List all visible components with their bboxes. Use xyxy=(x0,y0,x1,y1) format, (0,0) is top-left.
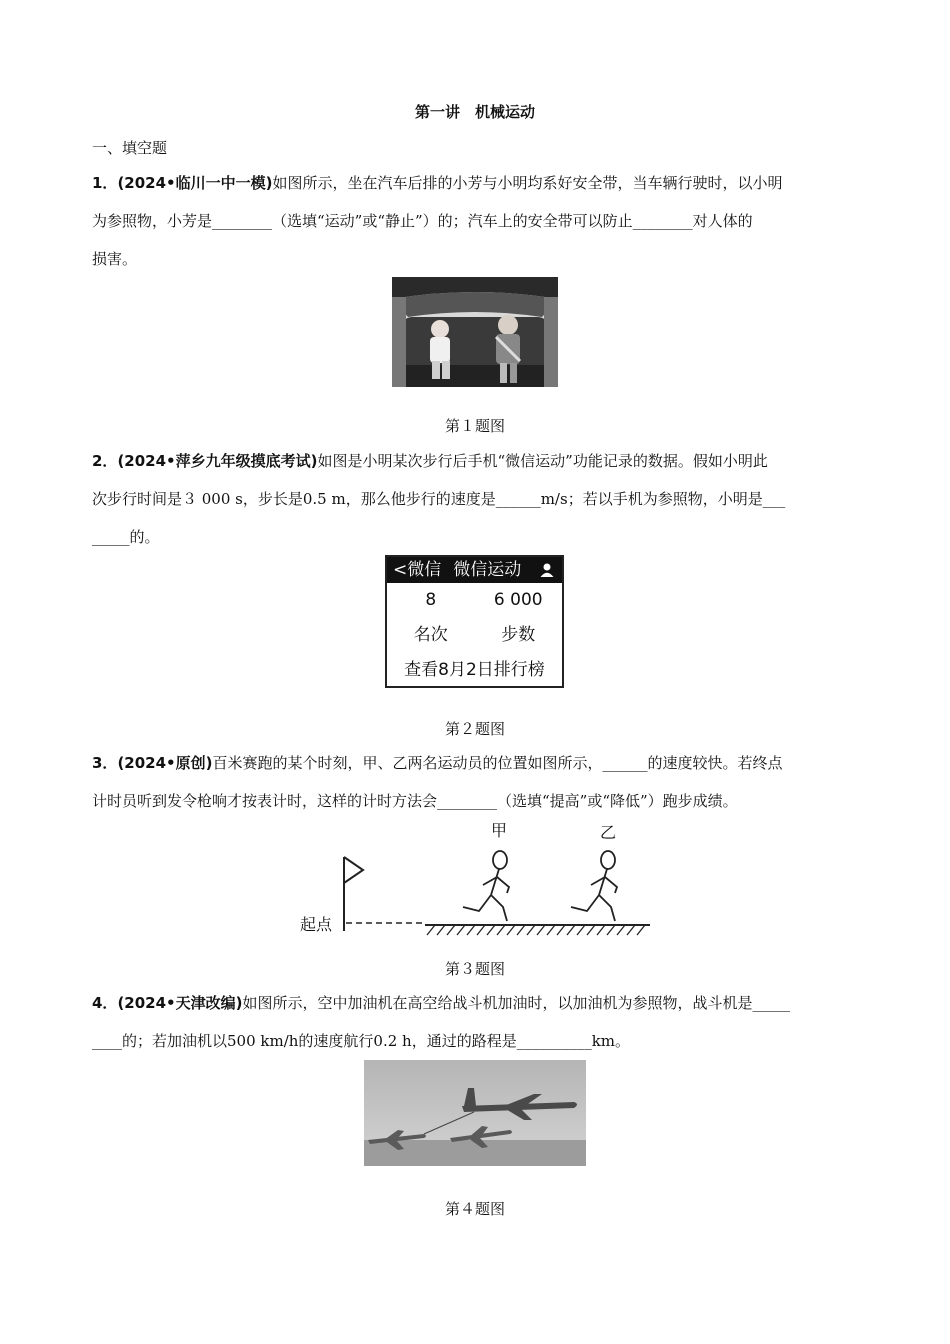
q4-source: (2024•天津改编) xyxy=(117,994,243,1012)
q1-text-1: 如图所示，坐在汽车后排的小芳与小明均系好安全带，当车辆行驶时，以小明 xyxy=(272,174,783,192)
person-icon xyxy=(539,562,555,578)
q2-source: (2024•萍乡九年级摸底考试) xyxy=(117,452,318,470)
figure-1-caption: 第１题图 xyxy=(444,417,505,435)
steps-value: 6 000 xyxy=(493,590,543,610)
q3-line-2: 计时员听到发令枪响才按表计时，这样的计时方法会________（选填“提高”或“降低”）跑步成绩。 xyxy=(92,792,738,810)
start-flag xyxy=(344,857,363,883)
q1-line-3: 损害。 xyxy=(92,250,138,268)
figure-2-caption: 第２题图 xyxy=(444,720,505,738)
q3-source: (2024•原创) xyxy=(117,754,213,772)
q2-line-1 xyxy=(92,442,862,480)
runner-b xyxy=(571,851,617,921)
q4-text-1: 如图所示，空中加油机在高空给战斗机加油时，以加油机为参照物，战斗机是_____ xyxy=(242,994,790,1012)
ground-hatch xyxy=(427,925,645,935)
question-3 xyxy=(92,744,862,820)
car-backseat-photo xyxy=(392,277,558,387)
figure-4-caption: 第４题图 xyxy=(444,1200,505,1218)
card-back-link: <微信 xyxy=(393,560,442,580)
q2-line-3: _____的。 xyxy=(92,528,160,546)
q4-number: 4． xyxy=(92,994,118,1012)
runner-a xyxy=(463,851,509,921)
section-heading: 一、填空题 xyxy=(92,139,168,157)
aerial-refueling-photo xyxy=(364,1060,586,1166)
q1-line-1 xyxy=(92,164,862,202)
q3-line-1 xyxy=(92,744,862,782)
q1-number: 1． xyxy=(92,174,118,192)
page-title: 第一讲 机械运动 xyxy=(414,103,535,121)
question-2 xyxy=(92,442,862,556)
q2-line-2: 次步行时间是３ 000 s，步长是0.5 m，那么他步行的速度是______m/s；若以手机为参照物，小明是___ xyxy=(92,490,786,508)
question-4 xyxy=(92,984,862,1060)
card-title: 微信运动 xyxy=(453,560,522,580)
card-header xyxy=(387,557,562,583)
q3-number: 3． xyxy=(92,754,118,772)
runner-a-label: 甲 xyxy=(491,821,508,840)
card-labels-row xyxy=(387,618,562,653)
q3-text-1: 百米赛跑的某个时刻，甲、乙两名运动员的位置如图所示，______的速度较快。若终点 xyxy=(212,754,783,772)
leaderboard-link: 查看8月2日排行榜 xyxy=(404,660,545,680)
steps-label: 步数 xyxy=(501,625,536,645)
start-label: 起点 xyxy=(300,915,333,934)
q2-number: 2． xyxy=(92,452,118,470)
figure-3-caption: 第３题图 xyxy=(444,960,505,978)
runner-b-label: 乙 xyxy=(600,823,617,842)
rank-label: 名次 xyxy=(413,625,448,645)
question-1 xyxy=(92,164,862,278)
q2-text-1: 如图是小明某次步行后手机“微信运动”功能记录的数据。假如小明此 xyxy=(317,452,768,470)
q1-source: (2024•临川一中一模) xyxy=(117,174,273,192)
q1-line-2: 为参照物，小芳是________（选填“运动”或“静止”）的；汽车上的安全带可以防止________对人体的 xyxy=(92,212,753,230)
rank-value: 8 xyxy=(425,590,437,610)
card-values-row xyxy=(387,583,562,618)
wechat-sports-card xyxy=(385,555,564,688)
q4-line-1 xyxy=(92,984,862,1022)
q4-line-2: ____的；若加油机以500 km/h的速度航行0.2 h，通过的路程是__________km。 xyxy=(92,1032,631,1050)
